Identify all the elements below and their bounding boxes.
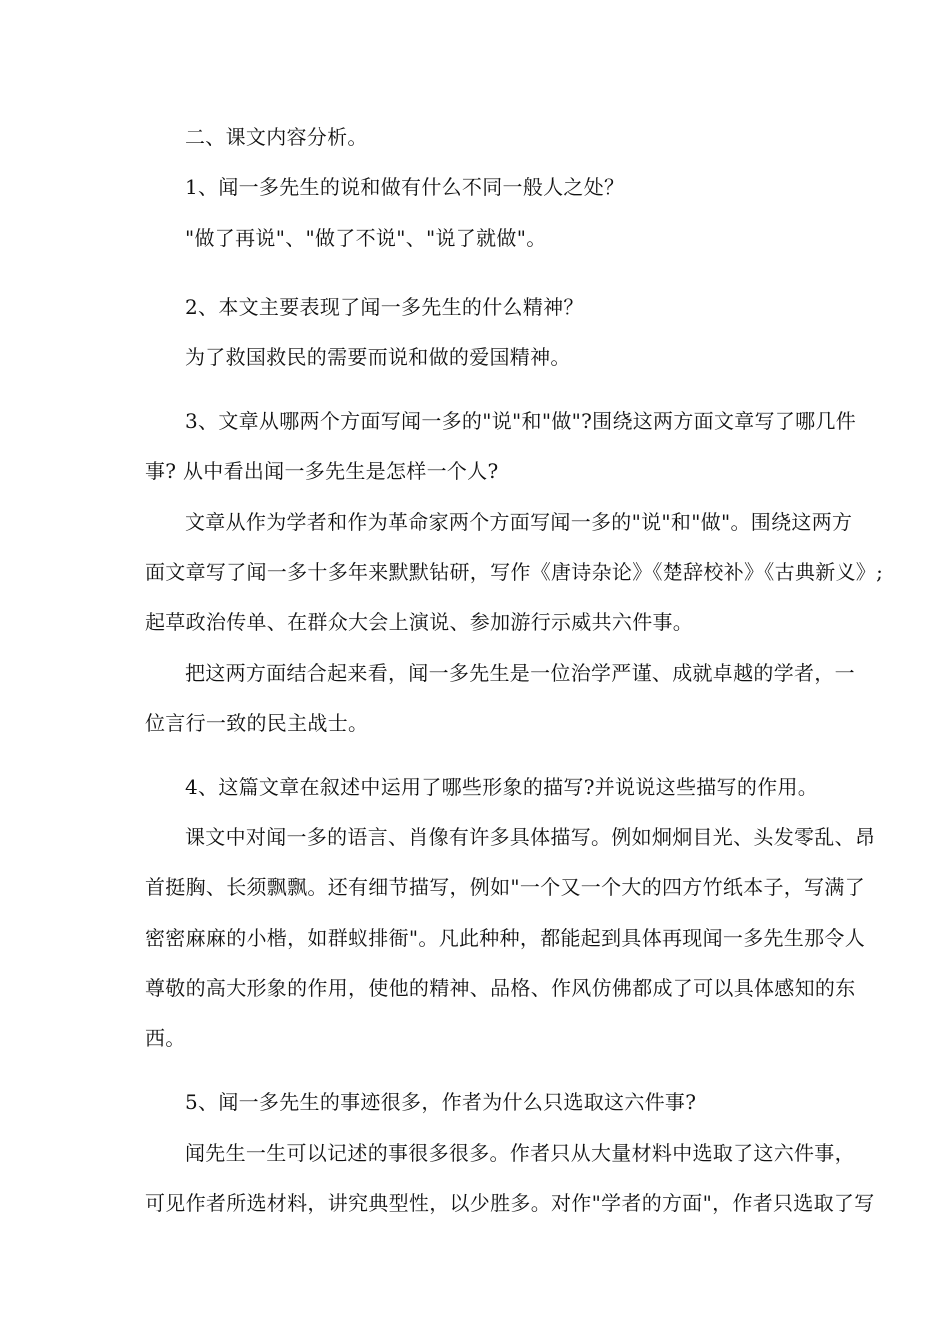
answer-4-line: 尊敬的高大形象的作用，使他的精神、品格、作风仿佛都成了可以具体感知的东 bbox=[145, 976, 856, 1000]
answer-3-paragraph-2-line: 把这两方面结合起来看，闻一多先生是一位治学严谨、成就卓越的学者，一 bbox=[185, 661, 855, 685]
answer-5-line: 闻先生一生可以记述的事很多很多。作者只从大量材料中选取了这六件事， bbox=[185, 1141, 855, 1165]
answer-4-line: 密密麻麻的小楷，如群蚁排衙"。凡此种种，都能起到具体再现闻一多先生那令人 bbox=[145, 926, 865, 950]
section-heading: 二、课文内容分析。 bbox=[185, 125, 368, 149]
answer-4-line: 西。 bbox=[145, 1026, 186, 1050]
question-2: 2、本文主要表现了闻一多先生的什么精神？ bbox=[185, 295, 584, 319]
answer-5-line: 可见作者所选材料，讲究典型性，以少胜多。对作"学者的方面"，作者只选取了写 bbox=[145, 1191, 875, 1215]
question-3-line: 3、文章从哪两个方面写闻一多的"说"和"做"?围绕这两方面文章写了哪几件 bbox=[185, 409, 857, 433]
answer-3-paragraph-1-line: 起草政治传单、在群众大会上演说、参加游行示威共六件事。 bbox=[145, 610, 694, 634]
answer-1: "做了再说"、"做了不说"、"说了就做"。 bbox=[185, 226, 547, 250]
question-4: 4、这篇文章在叙述中运用了哪些形象的描写?并说说这些描写的作用。 bbox=[185, 775, 819, 799]
answer-3-paragraph-1-line: 面文章写了闻一多十多年来默默钻研，写作《唐诗杂论》《楚辞校补》《古典新义》; bbox=[145, 560, 884, 584]
answer-3-paragraph-1-line: 文章从作为学者和作为革命家两个方面写闻一多的"说"和"做"。围绕这两方 bbox=[185, 510, 853, 534]
question-1: 1、闻一多先生的说和做有什么不同一般人之处？ bbox=[185, 175, 625, 199]
answer-4-line: 首挺胸、长须飘飘。还有细节描写，例如"一个又一个大的四方竹纸本子，写满了 bbox=[145, 875, 865, 899]
answer-4-line: 课文中对闻一多的语言、肖像有许多具体描写。例如炯炯目光、头发零乱、昂 bbox=[185, 825, 876, 849]
question-5: 5、闻一多先生的事迹很多，作者为什么只选取这六件事? bbox=[185, 1090, 697, 1114]
question-3-line: 事? 从中看出闻一多先生是怎样一个人? bbox=[145, 459, 499, 483]
answer-3-paragraph-2-line: 位言行一致的民主战士。 bbox=[145, 711, 369, 735]
answer-2: 为了救国救民的需要而说和做的爱国精神。 bbox=[185, 345, 571, 369]
